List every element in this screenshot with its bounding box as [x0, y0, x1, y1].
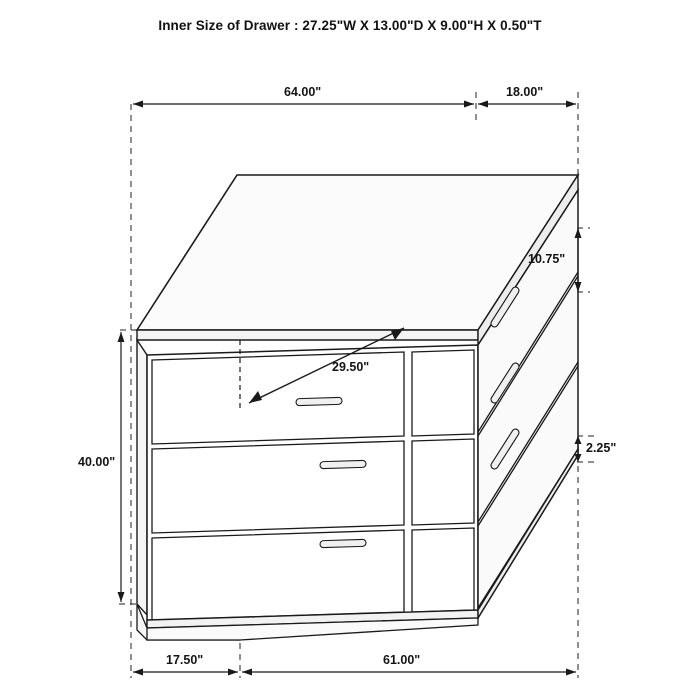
dim-bottom-width	[242, 669, 576, 676]
label-right-upper: 10.75"	[528, 252, 566, 266]
label-right-lower: 2.25"	[586, 441, 617, 455]
dim-left-height	[118, 332, 125, 602]
drawer-handle-left-top[interactable]	[296, 397, 342, 405]
drawer-handle-left-middle[interactable]	[320, 460, 366, 468]
label-top-side: 18.00"	[506, 85, 544, 99]
drawer-front-left-middle[interactable]	[152, 441, 404, 533]
drawer-front-right-middle-a[interactable]	[412, 439, 474, 525]
left-side-panel	[137, 340, 147, 615]
label-top-width: 64.00"	[284, 85, 322, 99]
page-title: Inner Size of Drawer : 27.25"W X 13.00"D X 9.00"H X 0.50"T	[158, 18, 542, 33]
label-bottom-left: 17.50"	[166, 653, 204, 667]
drawer-handle-left-bottom[interactable]	[320, 539, 366, 547]
dim-bottom-left	[133, 669, 238, 676]
dim-top-side	[478, 101, 576, 108]
label-left-height: 40.00"	[78, 455, 116, 469]
drawer-front-right-bottom-a[interactable]	[412, 528, 474, 612]
dim-top-width	[133, 101, 474, 108]
drawer-column-right	[412, 350, 474, 612]
drawer-column-left	[152, 352, 404, 620]
top-front-edge	[137, 330, 478, 340]
label-drawer-depth: 29.50"	[332, 360, 370, 374]
label-bottom-width: 61.00"	[383, 653, 421, 667]
